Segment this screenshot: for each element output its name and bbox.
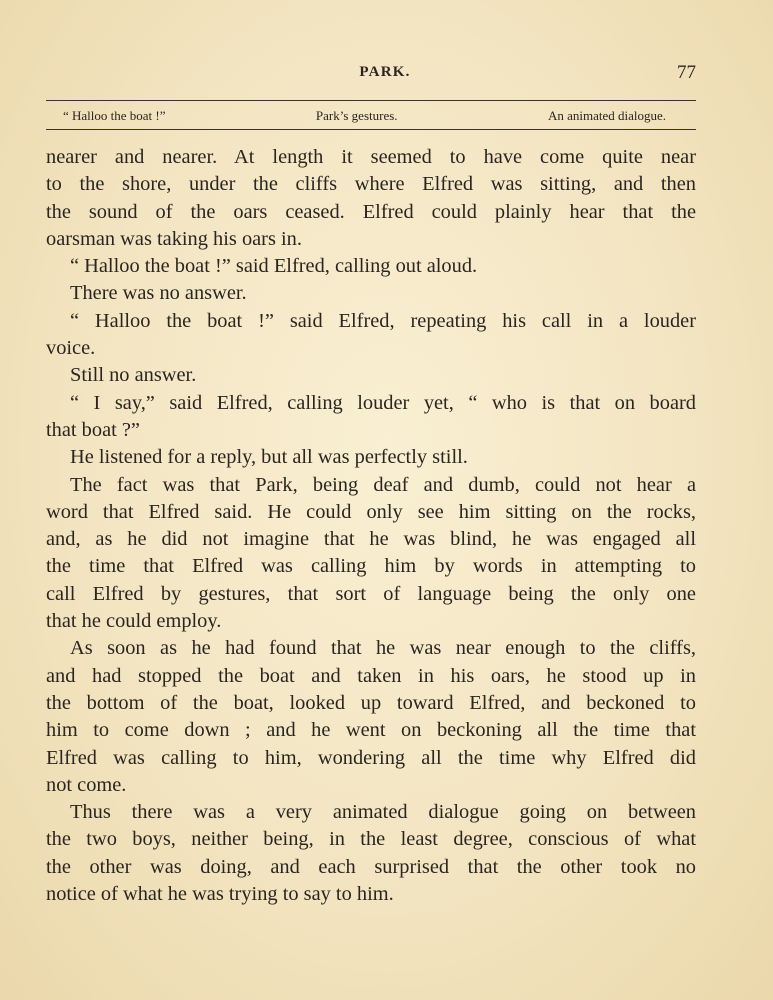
text-line: Elfred was calling to him, wondering all the time why Elfred did [46,746,696,769]
marginal-subheads [46,108,696,124]
running-head [46,62,696,90]
text-line: oarsman was taking his oars in. [46,227,302,250]
text-line: The fact was that Park, being deaf and dumb, could not hear a [70,473,696,496]
text-line: the time that Elfred was calling him by words in attempting to [46,555,696,578]
page-number: 77 [677,62,696,83]
text-line: voice. [46,337,96,360]
header-rule-bottom [46,129,696,130]
text-line: Thus there was a very animated dialogue going on between [70,801,696,824]
running-title: PARK. [359,64,411,80]
text-line: There was no answer. [70,282,247,305]
text-line: to the shore, under the cliffs where Elfred was sitting, and then [46,173,696,196]
text-line: that he could employ. [46,610,222,633]
text-line: notice of what he was trying to say to him. [46,883,394,906]
text-line: Still no answer. [70,364,197,387]
text-line: him to come down ; and he went on beckoning all the time that [46,719,696,742]
text-line: not come. [46,773,127,796]
text-line: He listened for a reply, but all was perfectly still. [70,446,468,469]
body-text [46,144,696,908]
text-line: and, as he did not imagine that he was blind, he was engaged all [46,528,696,551]
text-line: word that Elfred said. He could only see him sitting on the rocks, [46,500,696,523]
text-line: As soon as he had found that he was near enough to the cliffs, [70,637,696,660]
text-line: nearer and nearer. At length it seemed to have come quite near [46,146,696,168]
text-line: call Elfred by gestures, that sort of language being the only one [46,582,696,605]
header-rule-top [46,100,696,101]
text-line: and had stopped the boat and taken in his oars, he stood up in [46,664,696,687]
subhead-2: Park’s gestures. [315,108,398,123]
subhead-1: “ Halloo the boat !” [63,108,166,123]
text-line: “ Halloo the boat !” said Elfred, calling out aloud. [70,255,478,278]
text-line: the other was doing, and each surprised that the other took no [46,855,696,878]
text-line: “ Halloo the boat !” said Elfred, repeating his call in a louder [70,309,696,332]
subhead-3: An animated dialogue. [547,108,666,123]
text-line: the bottom of the boat, looked up toward Elfred, and beckoned to [46,691,696,714]
text-line: “ I say,” said Elfred, calling louder yet, “ who is that on board [70,391,696,414]
text-line: the sound of the oars ceased. Elfred could plainly hear that the [46,200,696,223]
text-line: the two boys, neither being, in the least degree, conscious of what [46,828,696,851]
text-line: that boat ?” [46,418,140,441]
